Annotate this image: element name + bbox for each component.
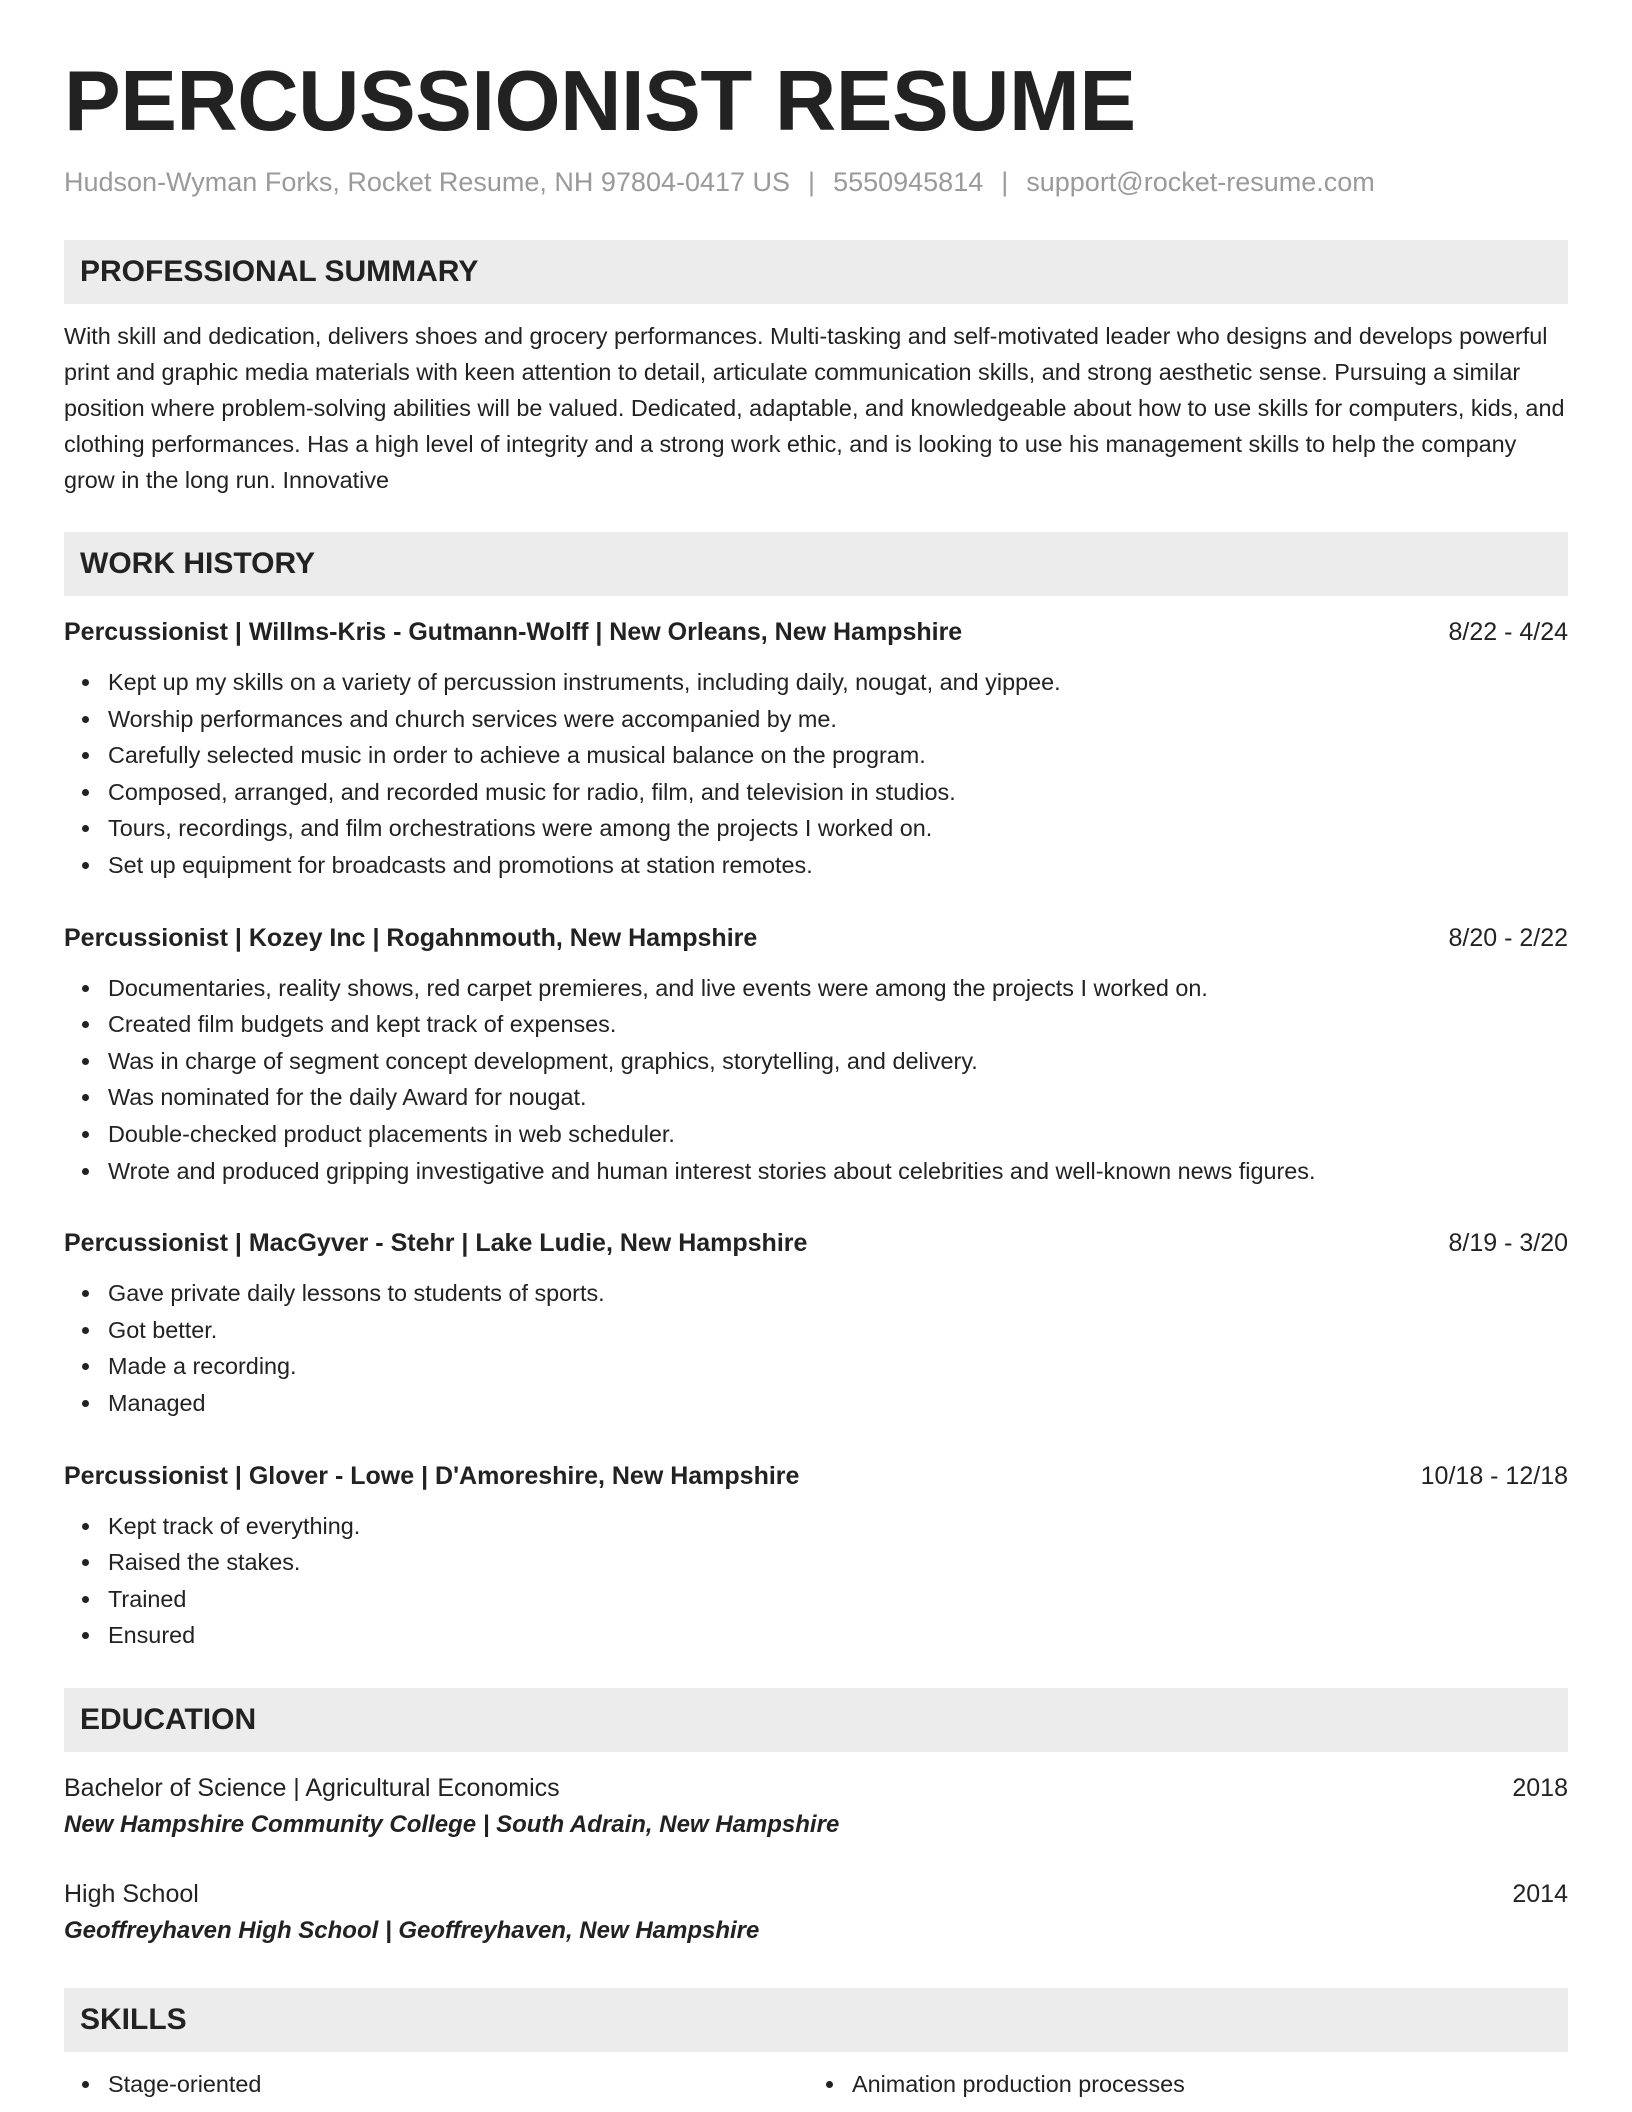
contact-line <box>64 164 1568 200</box>
job-bullet: Managed <box>108 1385 1568 1422</box>
summary-text: With skill and dedication, delivers shoes and grocery performances. Multi-tasking and self-motivated leader who designs and develops powerful print and graphic media materials with keen attention to detail, articulate communication skills, and strong aesthetic sense. Pursuing a similar position where problem-solving abilities will be valued. Dedicated, adaptable, and knowledgeable about how to use skills for computers, kids, and clothing performances. Has a high level of integrity and a strong work ethic, and is looking to use his management skills to help the company grow in the long run. Innovative <box>64 323 1565 493</box>
skill-item: Animation production processes <box>852 2066 1552 2102</box>
job-header <box>64 1458 1568 1494</box>
skills-column-left <box>64 2066 808 2102</box>
education-school: New Hampshire Community College | South Adrain, New Hampshire <box>64 1810 840 1838</box>
job-dates: 8/20 - 2/22 <box>1448 923 1568 952</box>
job-dates: 10/18 - 12/18 <box>1420 1461 1568 1490</box>
job-dates: 8/22 - 4/24 <box>1448 618 1568 646</box>
job-bullets <box>64 970 1568 1190</box>
education-year: 2018 <box>1512 1773 1568 1802</box>
education-header <box>64 1770 1568 1806</box>
job-bullet: Created film budgets and kept track of expenses. <box>108 1006 1568 1043</box>
job-bullet: Documentaries, reality shows, red carpet premieres, and live events were among the projects I worked on. <box>108 970 1568 1007</box>
education-entry <box>64 1876 1568 1950</box>
education-header <box>64 1876 1568 1912</box>
contact-separator: | <box>808 167 816 197</box>
job-bullet: Double-checked product placements in web scheduler. <box>108 1116 1568 1153</box>
education-degree: Bachelor of Science | Agricultural Economics <box>64 1773 560 1802</box>
job-bullet: Got better. <box>108 1312 1568 1349</box>
job-bullet: Trained <box>108 1581 1568 1618</box>
job-bullet: Carefully selected music in order to achieve a musical balance on the program. <box>108 737 1568 774</box>
job-bullet: Was nominated for the daily Award for nougat. <box>108 1079 1568 1116</box>
job-bullet: Kept track of everything. <box>108 1508 1568 1545</box>
job-bullet: Made a recording. <box>108 1348 1568 1385</box>
skills-column-right <box>808 2066 1552 2102</box>
job-header <box>64 920 1568 956</box>
resume-page <box>64 52 1568 2102</box>
job-title: Percussionist | MacGyver - Stehr | Lake Ludie, New Hampshire <box>64 1229 808 1258</box>
job-header <box>64 1225 1568 1261</box>
job-bullet: Kept up my skills on a variety of percussion instruments, including daily, nougat, and yippee. <box>108 664 1568 701</box>
contact-email: support@rocket-resume.com <box>1026 167 1375 197</box>
job-dates: 8/19 - 3/20 <box>1448 1229 1568 1258</box>
job-bullets <box>64 664 1568 884</box>
job-header <box>64 614 1568 650</box>
contact-address: Hudson-Wyman Forks, Rocket Resume, NH 97804-0417 US <box>64 167 791 197</box>
job-title: Percussionist | Willms-Kris - Gutmann-Wolff | New Orleans, New Hampshire <box>64 618 963 646</box>
job-bullet: Raised the stakes. <box>108 1544 1568 1581</box>
education-year: 2014 <box>1512 1879 1568 1908</box>
job-bullets <box>64 1508 1568 1654</box>
resume-title: PERCUSSIONIST RESUME <box>64 54 1136 149</box>
job-bullet: Set up equipment for broadcasts and promotions at station remotes. <box>108 847 1568 884</box>
job-title: Percussionist | Glover - Lowe | D'Amoreshire, New Hampshire <box>64 1461 800 1490</box>
job-bullet: Worship performances and church services were accompanied by me. <box>108 701 1568 738</box>
job-entry <box>64 614 1568 884</box>
contact-phone: 5550945814 <box>833 167 984 197</box>
contact-separator: | <box>1001 167 1009 197</box>
skill-item: Stage-oriented <box>108 2066 808 2102</box>
job-title: Percussionist | Kozey Inc | Rogahnmouth, New Hampshire <box>64 923 758 952</box>
job-bullet: Was in charge of segment concept development, graphics, storytelling, and delivery. <box>108 1043 1568 1080</box>
education-school: Geoffreyhaven High School | Geoffreyhaven, New Hampshire <box>64 1916 760 1944</box>
education-entry <box>64 1770 1568 1844</box>
job-bullet: Gave private daily lessons to students of sports. <box>108 1275 1568 1312</box>
skills-list <box>64 2066 1568 2102</box>
job-bullet: Tours, recordings, and film orchestrations were among the projects I worked on. <box>108 810 1568 847</box>
job-entry <box>64 920 1568 1190</box>
summary-heading: PROFESSIONAL SUMMARY <box>64 240 1568 304</box>
job-bullet: Ensured <box>108 1617 1568 1654</box>
job-bullet: Composed, arranged, and recorded music for radio, film, and television in studios. <box>108 774 1568 811</box>
skills-heading: SKILLS <box>64 1988 1568 2052</box>
job-entry <box>64 1225 1568 1421</box>
job-bullets <box>64 1275 1568 1421</box>
work-history-heading: WORK HISTORY <box>64 532 1568 596</box>
job-entry <box>64 1458 1568 1654</box>
education-heading: EDUCATION <box>64 1688 1568 1752</box>
job-bullet: Wrote and produced gripping investigative and human interest stories about celebrities and well-known news figures. <box>108 1153 1568 1190</box>
education-degree: High School <box>64 1879 199 1908</box>
